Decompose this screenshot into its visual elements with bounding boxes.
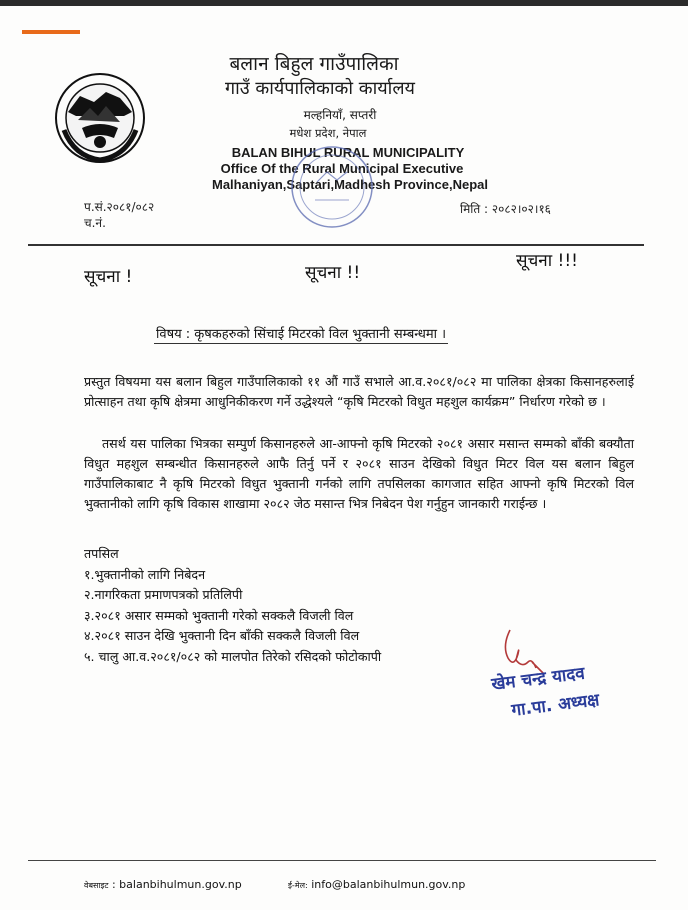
list-item: ३.२०८१ असार सम्मको भुक्तानी गरेको सक्कलै विजली विल — [84, 607, 354, 623]
office-name-en: Office Of the Rural Municipal Executive — [220, 161, 464, 176]
footer-website — [84, 878, 242, 891]
website-url[interactable]: : balanbihulmun.gov.np — [111, 878, 242, 891]
address-en: Malhaniyan,Saptari,Madhesh Province,Nepal — [212, 177, 488, 192]
office-name-np: गाउँ कार्यपालिकाको कार्यालय — [225, 78, 415, 99]
reference-number: प.सं.२०८१/०८२ — [84, 200, 155, 214]
footer-email — [288, 878, 465, 891]
list-item: ४.२०८१ साउन देखि भुक्तानी दिन बाँकी सक्कलै विजली विल — [84, 628, 360, 644]
letter-page — [0, 6, 688, 910]
header-divider — [28, 244, 644, 246]
corner-mark — [22, 30, 80, 34]
footer-divider — [28, 860, 656, 861]
list-item: १.भुक्तानीको लागि निबेदन — [84, 566, 206, 582]
subject-line: विषय : कृषकहरुको सिंचाई मिटरको विल भुक्तानी सम्बन्धमा । — [154, 324, 448, 344]
list-heading: तपसिल — [84, 546, 119, 561]
attachment-list — [84, 544, 381, 668]
email-address[interactable]: info@balanbihulmun.gov.np — [311, 878, 466, 891]
email-label: ई-मेल: — [288, 881, 308, 890]
address-np: मल्हनियाँ, सप्तरी — [303, 108, 377, 122]
letter-date: मिति : २०८२।०२।१६ — [460, 202, 551, 216]
website-label: वेबसाइट — [84, 881, 109, 890]
official-stamp — [287, 142, 377, 232]
municipality-name-np: बलान बिहुल गाउँपालिका — [229, 53, 399, 75]
municipality-name-en: BALAN BIHUL RURAL MUNICIPALITY — [231, 145, 465, 160]
signatory-title: गा.पा. अध्यक्ष — [510, 690, 601, 721]
notice-label-3: सूचना !!! — [516, 251, 578, 271]
list-item: ५. चालु आ.व.२०८१/०८२ को मालपोत तिरेको रसिदको फोटोकापी — [84, 648, 382, 664]
notice-label-1: सूचना ! — [84, 267, 133, 287]
dispatch-number: च.नं. — [84, 216, 106, 230]
list-item: २.नागरिकता प्रमाणपत्रको प्रतिलिपी — [84, 587, 243, 603]
province-np: मधेश प्रदेश, नेपाल — [289, 126, 367, 140]
signatory-name: खेम चन्द्र यादव — [490, 663, 586, 695]
body-paragraph-1: प्रस्तुत विषयमा यस बलान बिहुल गाउँपालिकाको ११ औं गाउँ सभाले आ.व.२०८१/०८२ मा पालिका क्षेत्रका किसानहरुलाई प्रोत्साहन तथा कृषि क्षेत्रमा आधुनिकीकरण गर्ने उद्धेश्यले “कृषि मिटरको विधुत महशुल कार्यक्रम” निर्धारण गरेको छ । — [84, 374, 634, 409]
notice-label-2: सूचना !! — [305, 263, 361, 283]
body-paragraph-2: तसर्थ यस पालिका भित्रका सम्पुर्ण किसानहरुले आ-आफ्नो कृषि मिटरको २०८१ असार मसान्त सम्मको बाँकी बक्यौता विधुत महशुल सम्बन्धीत किसानहरुले आफै तिर्नु पर्ने र २०८१ साउन देखिको विधुत मिटर विल यस बलान बिहुल गाउँपालिकाबाट नै कृषि मिटरको विधुत भुक्तानी गर्नको लागि तपसिलका कागजात सहित आफ्नो कृषि मिटरको विल भुक्तानीको लागि कृषि विकास शाखामा २०८२ जेठ मसान्त भित्र निबेदन पेश गर्नुहुन जानकारी गराईन्छ । — [84, 436, 634, 511]
